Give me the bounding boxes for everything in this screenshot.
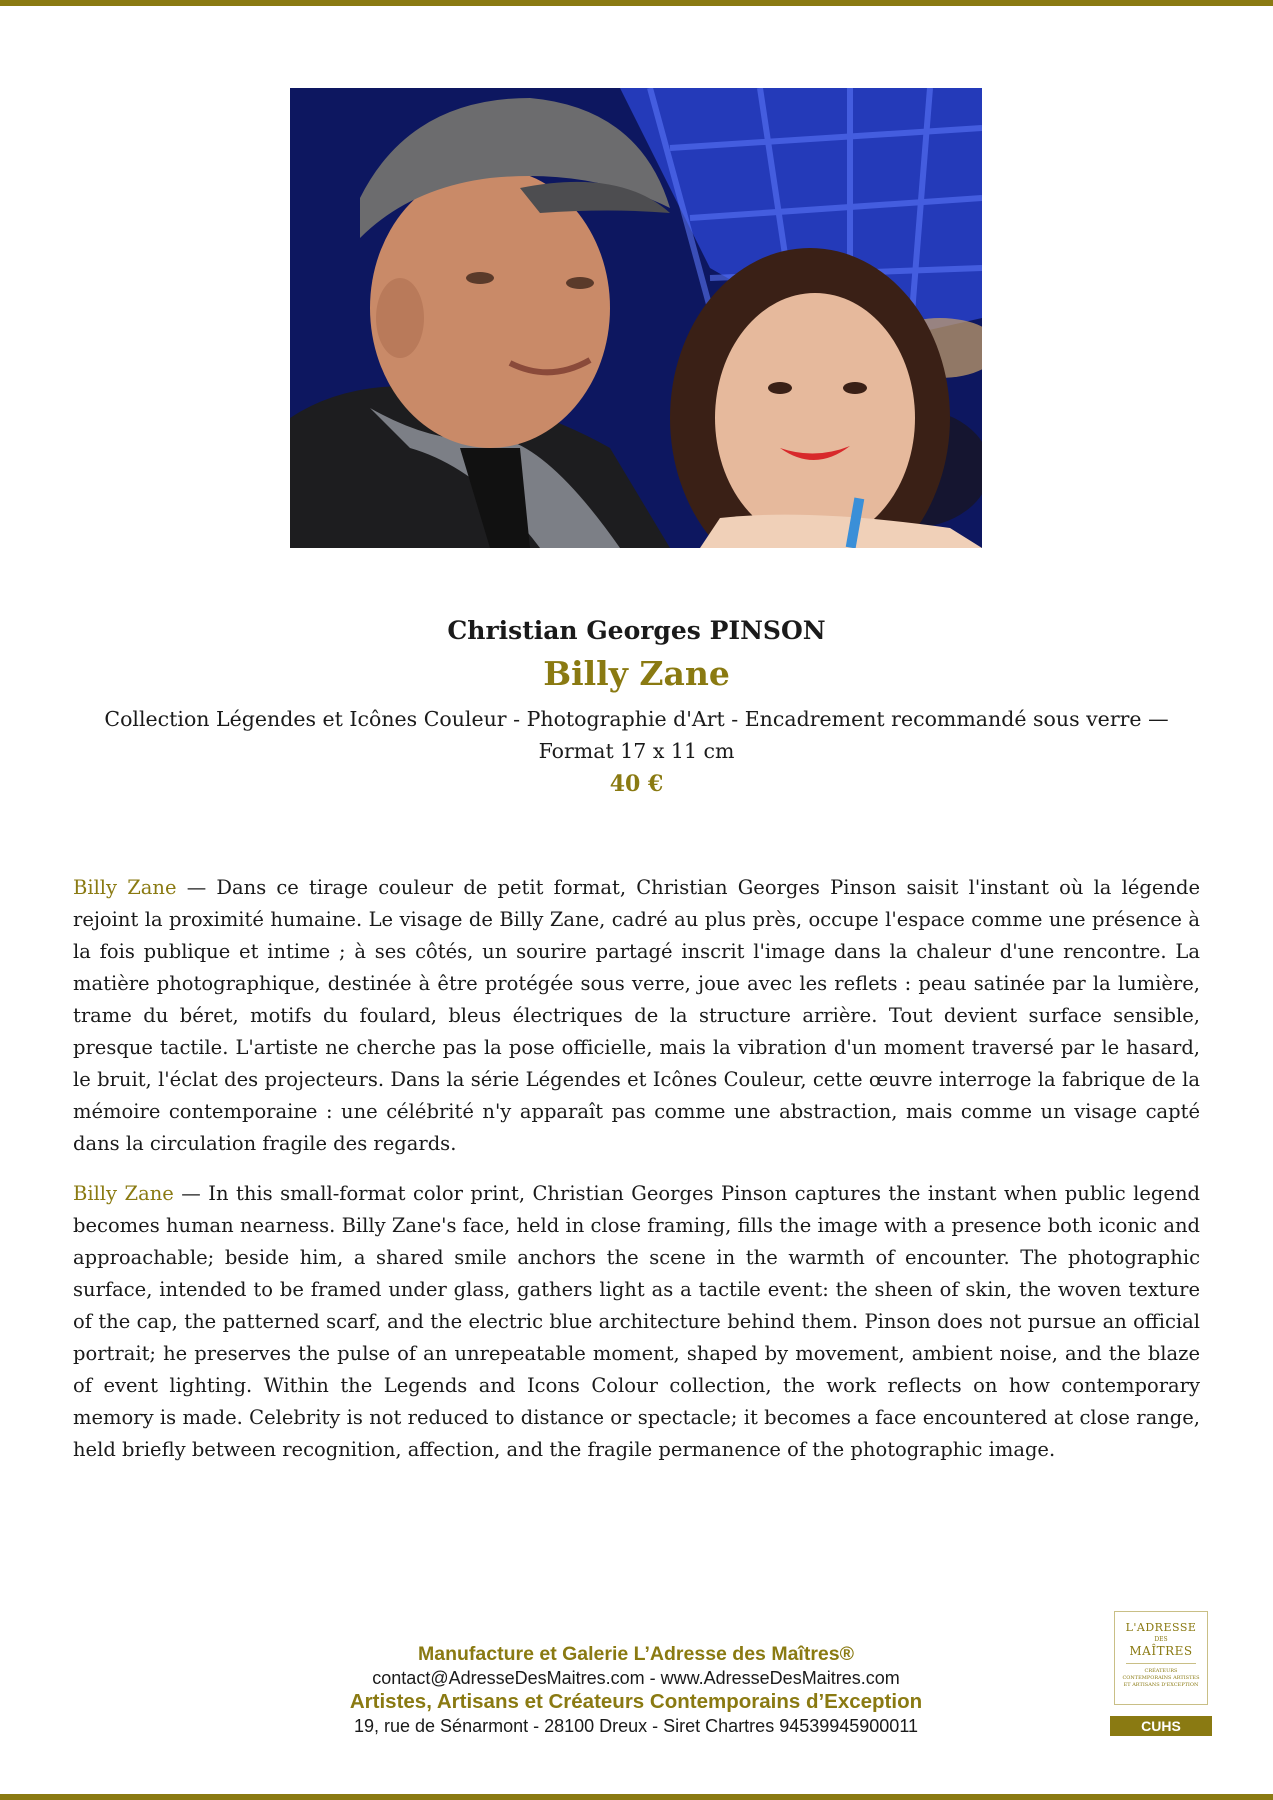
description-english-lead: Billy Zane <box>73 1182 174 1205</box>
footer-tagline: Artistes, Artisans et Créateurs Contemporains d’Exception <box>349 1690 923 1713</box>
footer-contact[interactable]: contact@AdresseDesMaitres.com - www.AdresseDesMaitres.com <box>372 1668 900 1688</box>
description-english <box>73 1178 1200 1466</box>
logo-line-4: CRÉATEURS CONTEMPORAINS ARTISTES ET ARTISANS D'EXCEPTION <box>1122 1668 1200 1688</box>
artwork-subtitle: Collection Légendes et Icônes Couleur - Photographie d'Art - Encadrement recommandé sous verre — Format 17 x 11 cm <box>104 707 1169 763</box>
artwork-photo <box>290 88 982 548</box>
artwork-price: 40 € <box>609 771 664 797</box>
footer-gallery-name: Manufacture et Galerie L’Adresse des Maîtres® <box>418 1643 854 1665</box>
description-french <box>73 872 1200 1160</box>
bottom-border-rule <box>0 1794 1273 1800</box>
artist-name: Christian Georges PINSON <box>447 616 826 645</box>
gallery-logo <box>1114 1611 1208 1705</box>
artwork-title: Billy Zane <box>543 654 730 693</box>
logo-divider <box>1126 1663 1196 1664</box>
top-border-rule <box>0 0 1273 6</box>
footer-address: 19, rue de Sénarmont - 28100 Dreux - Siret Chartres 94539945900011 <box>353 1716 919 1736</box>
logo-line-2: DES <box>1154 1636 1168 1643</box>
logo-line-3: MAÎTRES <box>1129 1644 1193 1658</box>
artwork-header <box>73 613 1200 799</box>
description-french-text: — Dans ce tirage couleur de petit format, Christian Georges Pinson saisit l'instant où la légende rejoint la proximité humaine. Le visage de Billy Zane, cadré au plus près, occupe l'espace comme une présence à la fois publique et intime ; à ses côtés, un sourire partagé inscrit l'image dans la chaleur d'une rencontre. La matière photographique, destinée à être protégée sous verre, joue avec les reflets : peau satinée par la lumière, trame du béret, motifs du foulard, bleus électriques de la structure arrière. Tout devient surface sensible, presque tactile. L'artiste ne cherche pas la pose officielle, mais la vibration d'un moment traversé par le hasard, le bruit, l'éclat des projecteurs. Dans la série Légendes et Icônes Couleur, cette œuvre interroge la fabrique de la mémoire contemporaine : une célébrité n'y apparaît pas comme une abstraction, mais comme un visage capté dans la circulation fragile des regards. <box>73 876 1200 1155</box>
logo-line-1: L'ADRESSE <box>1125 1621 1197 1634</box>
description-french-lead: Billy Zane <box>73 876 177 899</box>
logo-badge: CUHS <box>1110 1716 1212 1736</box>
description-english-text: — In this small-format color print, Christian Georges Pinson captures the instant when public legend becomes human nearness. Billy Zane's face, held in close framing, fills the image with a presence both iconic and approachable; beside him, a shared smile anchors the scene in the warmth of encounter. The photographic surface, intended to be framed under glass, gathers light as a tactile event: the sheen of skin, the woven texture of the cap, the patterned scarf, and the electric blue architecture behind them. Pinson does not pursue an official portrait; he preserves the pulse of an unrepeatable moment, shaped by movement, ambient noise, and the blaze of event lighting. Within the Legends and Icons Colour collection, the work reflects on how contemporary memory is made. Celebrity is not reduced to distance or spectacle; it becomes a face encountered at close range, held briefly between recognition, affection, and the fragile permanence of the photographic image. <box>73 1182 1201 1461</box>
footer <box>236 1642 1036 1738</box>
